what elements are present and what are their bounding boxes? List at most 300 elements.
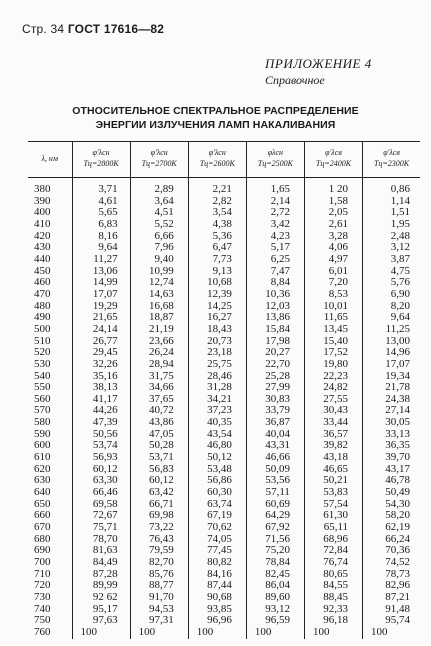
value-cell: 66,24 xyxy=(363,534,420,546)
value-cell: 90,68 xyxy=(188,592,246,604)
value-cell: 1 20 xyxy=(304,178,362,196)
page-header xyxy=(22,22,164,36)
value-cell: 64,29 xyxy=(246,510,304,522)
value-cell: 2,14 xyxy=(246,196,304,208)
appendix-title: ПРИЛОЖЕНИЕ 4 xyxy=(265,56,372,71)
value-cell: 1,95 xyxy=(363,219,420,231)
value-cell: 6,90 xyxy=(363,289,420,301)
value-cell: 18,43 xyxy=(188,324,246,336)
value-cell: 26,77 xyxy=(72,336,130,348)
wavelength-cell: 660 xyxy=(34,509,51,522)
table-row xyxy=(28,487,420,499)
table-row xyxy=(28,452,420,464)
wavelength-cell: 530 xyxy=(34,357,51,370)
value-cell: 100 xyxy=(246,627,304,639)
value-cell: 97,63 xyxy=(72,615,130,627)
value-cell: 50,21 xyxy=(304,475,362,487)
value-cell: 10,68 xyxy=(188,277,246,289)
value-cell: 72,84 xyxy=(304,545,362,557)
value-cell: 12,39 xyxy=(188,289,246,301)
value-cell: 21,19 xyxy=(130,324,188,336)
wavelength-cell: 470 xyxy=(34,287,51,300)
value-cell: 4,51 xyxy=(130,207,188,219)
column-header-temperature: Тц=2600К xyxy=(199,159,235,168)
value-cell: 13,00 xyxy=(363,336,420,348)
table-header xyxy=(28,142,420,178)
value-cell: 43,31 xyxy=(246,440,304,452)
value-cell: 9,13 xyxy=(188,266,246,278)
value-cell: 22,23 xyxy=(304,371,362,383)
value-cell: 2,21 xyxy=(188,178,246,196)
standard-code: ГОСТ 17616—82 xyxy=(67,22,165,36)
wavelength-cell: 610 xyxy=(34,451,51,464)
wavelength-cell: 400 xyxy=(34,206,51,219)
table-row xyxy=(28,592,420,604)
value-cell: 9,40 xyxy=(130,254,188,266)
value-cell: 92,33 xyxy=(304,604,362,616)
value-cell: 65,11 xyxy=(304,522,362,534)
value-cell: 96,96 xyxy=(188,615,246,627)
appendix-label xyxy=(265,56,385,88)
value-cell: 8,53 xyxy=(304,289,362,301)
table-row xyxy=(28,178,420,196)
table-row xyxy=(28,219,420,231)
value-cell: 57,54 xyxy=(304,499,362,511)
value-cell: 6,66 xyxy=(130,231,188,243)
value-cell: 13,86 xyxy=(246,312,304,324)
value-cell: 41,17 xyxy=(72,394,130,406)
value-cell: 100 xyxy=(130,627,188,639)
value-cell: 3,64 xyxy=(130,196,188,208)
column-header xyxy=(188,142,246,178)
wavelength-cell: 590 xyxy=(34,427,51,440)
value-cell: 50,49 xyxy=(363,487,420,499)
wavelength-cell: 480 xyxy=(34,299,51,312)
value-cell: 13,06 xyxy=(72,266,130,278)
value-cell: 47,39 xyxy=(72,417,130,429)
value-cell: 56,93 xyxy=(72,452,130,464)
value-cell: 50,12 xyxy=(188,452,246,464)
value-cell: 12,74 xyxy=(130,277,188,289)
column-header-temperature: Тц=2300К xyxy=(373,159,410,168)
wavelength-cell: 430 xyxy=(34,241,51,254)
column-header-temperature: Тц=2800К xyxy=(83,159,119,168)
value-cell: 8,84 xyxy=(246,277,304,289)
value-cell: 43,54 xyxy=(188,429,246,441)
value-cell: 1,14 xyxy=(363,196,420,208)
column-header-temperature: Тц=2400К xyxy=(315,159,352,168)
value-cell: 85,76 xyxy=(130,569,188,581)
value-cell: 66,71 xyxy=(130,499,188,511)
value-cell: 53,48 xyxy=(188,464,246,476)
table-row xyxy=(28,557,420,569)
value-cell: 78,84 xyxy=(246,557,304,569)
value-cell: 3,87 xyxy=(363,254,420,266)
value-cell: 19,80 xyxy=(304,359,362,371)
value-cell: 7,20 xyxy=(304,277,362,289)
value-cell: 14,96 xyxy=(363,347,420,359)
value-cell: 97,31 xyxy=(130,615,188,627)
wavelength-cell: 700 xyxy=(34,556,51,568)
value-cell: 40,35 xyxy=(188,417,246,429)
value-cell: 54,30 xyxy=(363,499,420,511)
value-cell: 5,52 xyxy=(130,219,188,231)
value-cell: 100 xyxy=(304,627,362,639)
value-cell: 47,05 xyxy=(130,429,188,441)
wavelength-cell: 630 xyxy=(34,474,51,487)
value-cell: 14,99 xyxy=(72,277,130,289)
value-cell: 96,59 xyxy=(246,615,304,627)
value-cell: 58,20 xyxy=(363,510,420,522)
value-cell: 57,11 xyxy=(246,487,304,499)
value-cell: 53,56 xyxy=(246,475,304,487)
value-cell: 40,04 xyxy=(246,429,304,441)
column-header-symbol: φ'λсв xyxy=(325,148,342,157)
wavelength-cell: 720 xyxy=(34,579,51,592)
value-cell: 74,05 xyxy=(188,534,246,546)
value-cell: 63,42 xyxy=(130,487,188,499)
wavelength-cell: 440 xyxy=(34,252,51,265)
value-cell: 17,52 xyxy=(304,347,362,359)
value-cell: 84,49 xyxy=(72,557,130,569)
value-cell: 5,17 xyxy=(246,242,304,254)
wavelength-cell: 420 xyxy=(34,229,51,242)
value-cell: 2,48 xyxy=(363,231,420,243)
value-cell: 11,65 xyxy=(304,312,362,324)
value-cell: 81,63 xyxy=(72,545,130,557)
value-cell: 17,07 xyxy=(72,289,130,301)
title-line-1: ОТНОСИТЕЛЬНОЕ СПЕКТРАЛЬНОЕ РАСПРЕДЕЛЕНИЕ xyxy=(72,105,359,117)
table-body xyxy=(28,178,420,639)
value-cell: 16,68 xyxy=(130,301,188,313)
value-cell: 24,38 xyxy=(363,394,420,406)
value-cell: 33,44 xyxy=(304,417,362,429)
value-cell: 19,29 xyxy=(72,301,130,313)
value-cell: 96,18 xyxy=(304,615,362,627)
value-cell: 100 xyxy=(363,627,420,639)
column-header xyxy=(28,142,72,178)
wavelength-cell: 550 xyxy=(34,381,51,394)
value-cell: 63,30 xyxy=(72,475,130,487)
value-cell: 56,86 xyxy=(188,475,246,487)
value-cell: 74,52 xyxy=(363,557,420,569)
value-cell: 60,69 xyxy=(246,499,304,511)
column-header xyxy=(130,142,188,178)
wavelength-cell: 710 xyxy=(34,567,51,580)
value-cell: 86,04 xyxy=(246,580,304,592)
value-cell: 53,71 xyxy=(130,452,188,464)
value-cell: 88,45 xyxy=(304,592,362,604)
value-cell: 32,26 xyxy=(72,359,130,371)
value-cell: 87,44 xyxy=(188,580,246,592)
column-header xyxy=(304,142,362,178)
value-cell: 36,87 xyxy=(246,417,304,429)
value-cell: 84,16 xyxy=(188,569,246,581)
value-cell: 17,98 xyxy=(246,336,304,348)
value-cell: 4,38 xyxy=(188,219,246,231)
value-cell: 76,74 xyxy=(304,557,362,569)
value-cell: 11,27 xyxy=(72,254,130,266)
column-header-temperature: Тц=2700К xyxy=(141,159,177,168)
value-cell: 2,05 xyxy=(304,207,362,219)
value-cell: 37,23 xyxy=(188,405,246,417)
value-cell: 34,66 xyxy=(130,382,188,394)
table-row xyxy=(28,522,420,534)
column-header xyxy=(72,142,130,178)
appendix-subtitle: Справочное xyxy=(265,73,325,87)
value-cell: 31,75 xyxy=(130,371,188,383)
value-cell: 69,58 xyxy=(72,499,130,511)
value-cell: 24,14 xyxy=(72,324,130,336)
value-cell: 27,99 xyxy=(246,382,304,394)
value-cell: 4,97 xyxy=(304,254,362,266)
value-cell: 9,64 xyxy=(72,242,130,254)
value-cell: 60,30 xyxy=(188,487,246,499)
wavelength-cell: 500 xyxy=(34,322,51,335)
value-cell: 72,67 xyxy=(72,510,130,522)
value-cell: 7,73 xyxy=(188,254,246,266)
column-header-symbol: φ'λсн xyxy=(208,148,226,157)
wavelength-cell: 650 xyxy=(34,497,51,510)
value-cell: 75,20 xyxy=(246,545,304,557)
value-cell: 46,66 xyxy=(246,452,304,464)
value-cell: 23,66 xyxy=(130,336,188,348)
value-cell: 67,19 xyxy=(188,510,246,522)
value-cell: 30,83 xyxy=(246,394,304,406)
value-cell: 66,46 xyxy=(72,487,130,499)
value-cell: 1,65 xyxy=(246,178,304,196)
table-row xyxy=(28,254,420,266)
wavelength-cell: 740 xyxy=(34,602,51,615)
wavelength-cell: 520 xyxy=(34,346,51,359)
value-cell: 6,01 xyxy=(304,266,362,278)
wavelength-cell: 670 xyxy=(34,521,51,534)
value-cell: 3,12 xyxy=(363,242,420,254)
document-title xyxy=(30,104,401,132)
value-cell: 33,13 xyxy=(363,429,420,441)
wavelength-cell: 540 xyxy=(34,369,51,382)
wavelength-cell: 460 xyxy=(34,276,51,289)
column-header-symbol: φ'λсн xyxy=(92,148,110,157)
value-cell: 77,45 xyxy=(188,545,246,557)
value-cell: 21,78 xyxy=(363,382,420,394)
value-cell: 5,65 xyxy=(72,207,130,219)
value-cell: 69,98 xyxy=(130,510,188,522)
value-cell: 82,96 xyxy=(363,580,420,592)
value-cell: 30,43 xyxy=(304,405,362,417)
value-cell: 78,73 xyxy=(363,569,420,581)
value-cell: 31,28 xyxy=(188,382,246,394)
wavelength-cell: 580 xyxy=(34,416,51,429)
value-cell: 25,28 xyxy=(246,371,304,383)
value-cell: 1,51 xyxy=(363,207,420,219)
value-cell: 43,18 xyxy=(304,452,362,464)
value-cell: 8,16 xyxy=(72,231,130,243)
value-cell: 34,21 xyxy=(188,394,246,406)
value-cell: 27,55 xyxy=(304,394,362,406)
value-cell: 46,80 xyxy=(188,440,246,452)
value-cell: 27,14 xyxy=(363,405,420,417)
value-cell: 30,05 xyxy=(363,417,420,429)
value-cell: 88,77 xyxy=(130,580,188,592)
value-cell: 28,46 xyxy=(188,371,246,383)
table-row xyxy=(28,324,420,336)
value-cell: 2,89 xyxy=(130,178,188,196)
value-cell: 23,18 xyxy=(188,347,246,359)
value-cell: 93,85 xyxy=(188,604,246,616)
value-cell: 95,74 xyxy=(363,615,420,627)
value-cell: 92 62 xyxy=(72,592,130,604)
value-cell: 43,17 xyxy=(363,464,420,476)
value-cell: 0,86 xyxy=(363,178,420,196)
value-cell: 15,84 xyxy=(246,324,304,336)
wavelength-cell: 560 xyxy=(34,392,51,405)
value-cell: 10,01 xyxy=(304,301,362,313)
value-cell: 6,25 xyxy=(246,254,304,266)
wavelength-cell: 750 xyxy=(34,614,51,627)
value-cell: 70,62 xyxy=(188,522,246,534)
column-header-symbol: φλсн xyxy=(267,148,283,157)
column-header-symbol: φ'λсв xyxy=(383,148,400,157)
value-cell: 4,23 xyxy=(246,231,304,243)
wavelength-cell: 390 xyxy=(34,194,51,207)
value-cell: 3,28 xyxy=(304,231,362,243)
column-header xyxy=(363,142,420,178)
value-cell: 36,35 xyxy=(363,440,420,452)
value-cell: 84,55 xyxy=(304,580,362,592)
value-cell: 1,58 xyxy=(304,196,362,208)
value-cell: 40,72 xyxy=(130,405,188,417)
value-cell: 4,75 xyxy=(363,266,420,278)
table-row xyxy=(28,359,420,371)
value-cell: 89,60 xyxy=(246,592,304,604)
value-cell: 80,82 xyxy=(188,557,246,569)
wavelength-cell: 380 xyxy=(34,183,51,195)
value-cell: 9,64 xyxy=(363,312,420,324)
value-cell: 10,36 xyxy=(246,289,304,301)
value-cell: 50,09 xyxy=(246,464,304,476)
value-cell: 37,65 xyxy=(130,394,188,406)
value-cell: 3,54 xyxy=(188,207,246,219)
value-cell: 60,12 xyxy=(130,475,188,487)
value-cell: 4,06 xyxy=(304,242,362,254)
value-cell: 82,45 xyxy=(246,569,304,581)
value-cell: 62,19 xyxy=(363,522,420,534)
value-cell: 87,28 xyxy=(72,569,130,581)
wavelength-cell: 450 xyxy=(34,264,51,277)
value-cell: 39,70 xyxy=(363,452,420,464)
value-cell: 20,27 xyxy=(246,347,304,359)
value-cell: 35,16 xyxy=(72,371,130,383)
value-cell: 39,82 xyxy=(304,440,362,452)
value-cell: 3,71 xyxy=(72,178,130,196)
value-cell: 20,73 xyxy=(188,336,246,348)
value-cell: 91,70 xyxy=(130,592,188,604)
value-cell: 15,40 xyxy=(304,336,362,348)
value-cell: 93,12 xyxy=(246,604,304,616)
table-row xyxy=(28,627,420,639)
value-cell: 18,87 xyxy=(130,312,188,324)
value-cell: 10,99 xyxy=(130,266,188,278)
value-cell: 71,56 xyxy=(246,534,304,546)
value-cell: 2,82 xyxy=(188,196,246,208)
wavelength-cell: 570 xyxy=(34,404,51,417)
value-cell: 6,83 xyxy=(72,219,130,231)
column-header-symbol: φ'λсн xyxy=(150,148,168,157)
value-cell: 2,61 xyxy=(304,219,362,231)
value-cell: 53,83 xyxy=(304,487,362,499)
value-cell: 87,21 xyxy=(363,592,420,604)
value-cell: 16,27 xyxy=(188,312,246,324)
value-cell: 4,61 xyxy=(72,196,130,208)
value-cell: 68,96 xyxy=(304,534,362,546)
value-cell: 29,45 xyxy=(72,347,130,359)
value-cell: 80,65 xyxy=(304,569,362,581)
value-cell: 75,71 xyxy=(72,522,130,534)
value-cell: 70,36 xyxy=(363,545,420,557)
value-cell: 22,70 xyxy=(246,359,304,371)
column-header xyxy=(246,142,304,178)
value-cell: 60,12 xyxy=(72,464,130,476)
value-cell: 19,34 xyxy=(363,371,420,383)
wavelength-cell: 760 xyxy=(34,625,51,638)
value-cell: 73,22 xyxy=(130,522,188,534)
value-cell: 12,03 xyxy=(246,301,304,313)
value-cell: 7,47 xyxy=(246,266,304,278)
value-cell: 6,47 xyxy=(188,242,246,254)
value-cell: 79,59 xyxy=(130,545,188,557)
value-cell: 46,65 xyxy=(304,464,362,476)
value-cell: 44,26 xyxy=(72,405,130,417)
value-cell: 5,76 xyxy=(363,277,420,289)
value-cell: 36,57 xyxy=(304,429,362,441)
column-header-symbol: λ, нм xyxy=(41,153,59,163)
value-cell: 50,28 xyxy=(130,440,188,452)
value-cell: 100 xyxy=(188,627,246,639)
page-number: Стр. 34 xyxy=(22,22,65,36)
value-cell: 8,20 xyxy=(363,301,420,313)
value-cell: 13,45 xyxy=(304,324,362,336)
value-cell: 21,65 xyxy=(72,312,130,324)
value-cell: 78,70 xyxy=(72,534,130,546)
value-cell: 67,92 xyxy=(246,522,304,534)
value-cell: 26,24 xyxy=(130,347,188,359)
wavelength-cell: 600 xyxy=(34,439,51,452)
wavelength-cell: 640 xyxy=(34,486,51,499)
value-cell: 38,13 xyxy=(72,382,130,394)
value-cell: 25,75 xyxy=(188,359,246,371)
wavelength-cell: 730 xyxy=(34,590,51,603)
value-cell: 63,74 xyxy=(188,499,246,511)
wavelength-cell: 510 xyxy=(34,334,51,347)
wavelength-cell: 410 xyxy=(34,217,51,230)
value-cell: 43,86 xyxy=(130,417,188,429)
value-cell: 2,72 xyxy=(246,207,304,219)
value-cell: 91,48 xyxy=(363,604,420,616)
column-header-temperature: Тц=2500К xyxy=(257,159,293,168)
value-cell: 61,30 xyxy=(304,510,362,522)
value-cell: 50,56 xyxy=(72,429,130,441)
value-cell: 28,94 xyxy=(130,359,188,371)
value-cell: 14,63 xyxy=(130,289,188,301)
title-line-2: ЭНЕРГИИ ИЗЛУЧЕНИЯ ЛАМП НАКАЛИВАНИЯ xyxy=(95,119,336,131)
value-cell: 95,17 xyxy=(72,604,130,616)
value-cell: 5,36 xyxy=(188,231,246,243)
value-cell: 3,42 xyxy=(246,219,304,231)
value-cell: 94,53 xyxy=(130,604,188,616)
value-cell: 33,79 xyxy=(246,405,304,417)
value-cell: 46,78 xyxy=(363,475,420,487)
